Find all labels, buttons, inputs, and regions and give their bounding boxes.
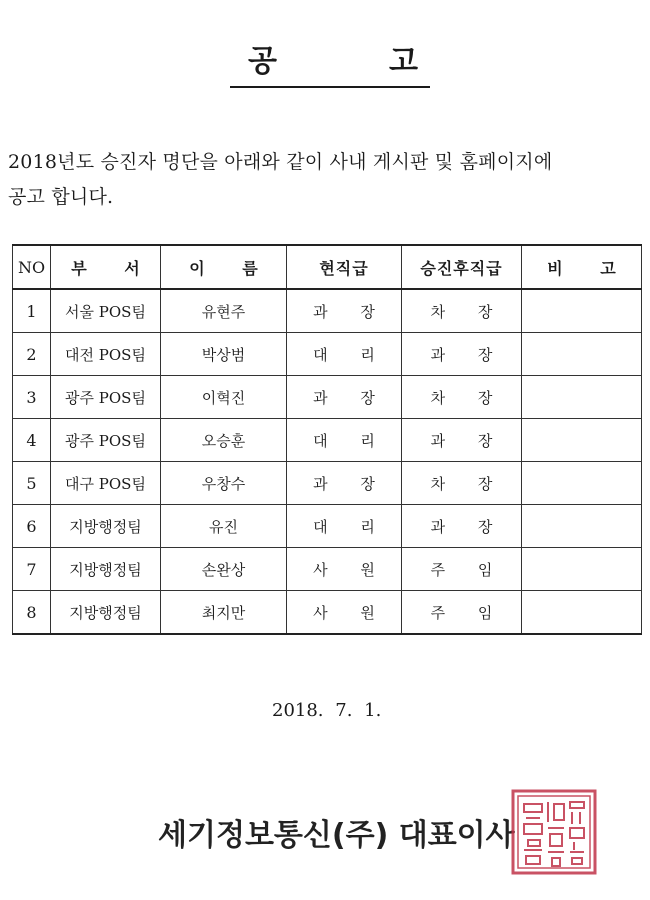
cell-current-rank: 과 장 <box>287 289 402 333</box>
header-department: 부 서 <box>51 245 161 289</box>
cell-name: 오승훈 <box>161 419 287 462</box>
cell-no: 5 <box>13 462 51 505</box>
cell-department: 대구 POS팀 <box>51 462 161 505</box>
title-char-2: 고 <box>389 44 418 79</box>
table-row <box>13 419 642 462</box>
promotion-table <box>12 244 642 635</box>
cell-current-rank: 사 원 <box>287 548 402 591</box>
cell-name: 유현주 <box>161 289 287 333</box>
cell-department: 광주 POS팀 <box>51 376 161 419</box>
cell-current-rank: 과 장 <box>287 462 402 505</box>
table-row <box>13 505 642 548</box>
table-row <box>13 548 642 591</box>
header-no: NO <box>13 245 51 289</box>
table-header-row <box>13 245 642 289</box>
header-name: 이 름 <box>161 245 287 289</box>
cell-note <box>522 419 642 462</box>
cell-department: 대전 POS팀 <box>51 333 161 376</box>
cell-promoted-rank: 차 장 <box>402 289 522 333</box>
cell-department: 광주 POS팀 <box>51 419 161 462</box>
company-seal-icon <box>510 788 598 876</box>
header-promoted-rank: 승진후직급 <box>402 245 522 289</box>
table-row <box>13 333 642 376</box>
cell-current-rank: 대 리 <box>287 505 402 548</box>
cell-current-rank: 사 원 <box>287 591 402 635</box>
cell-name: 우창수 <box>161 462 287 505</box>
cell-note <box>522 591 642 635</box>
cell-name: 최지만 <box>161 591 287 635</box>
cell-current-rank: 대 리 <box>287 333 402 376</box>
table-row <box>13 591 642 635</box>
cell-no: 3 <box>13 376 51 419</box>
header-note: 비 고 <box>522 245 642 289</box>
cell-promoted-rank: 과 장 <box>402 419 522 462</box>
cell-department: 지방행정팀 <box>51 591 161 635</box>
cell-note <box>522 333 642 376</box>
cell-note <box>522 462 642 505</box>
cell-note <box>522 376 642 419</box>
cell-promoted-rank: 주 임 <box>402 591 522 635</box>
cell-no: 7 <box>13 548 51 591</box>
table-row <box>13 376 642 419</box>
intro-paragraph <box>8 145 638 215</box>
cell-no: 8 <box>13 591 51 635</box>
cell-no: 6 <box>13 505 51 548</box>
notice-date: 2018. 7. 1. <box>272 700 382 721</box>
cell-no: 4 <box>13 419 51 462</box>
cell-note <box>522 289 642 333</box>
cell-promoted-rank: 차 장 <box>402 376 522 419</box>
cell-promoted-rank: 차 장 <box>402 462 522 505</box>
cell-promoted-rank: 과 장 <box>402 333 522 376</box>
cell-promoted-rank: 과 장 <box>402 505 522 548</box>
cell-promoted-rank: 주 임 <box>402 548 522 591</box>
intro-line-2: 공고 합니다. <box>8 186 114 208</box>
cell-current-rank: 대 리 <box>287 419 402 462</box>
cell-department: 지방행정팀 <box>51 548 161 591</box>
cell-name: 이혁진 <box>161 376 287 419</box>
cell-note <box>522 548 642 591</box>
cell-current-rank: 과 장 <box>287 376 402 419</box>
cell-no: 2 <box>13 333 51 376</box>
table-row <box>13 462 642 505</box>
cell-name: 박상범 <box>161 333 287 376</box>
cell-no: 1 <box>13 289 51 333</box>
cell-name: 손완상 <box>161 548 287 591</box>
table-row <box>13 289 642 333</box>
header-current-rank: 현직급 <box>287 245 402 289</box>
cell-department: 서울 POS팀 <box>51 289 161 333</box>
signer-name: 세기정보통신(주) 대표이사 <box>158 818 515 853</box>
title-char-1: 공 <box>248 44 277 79</box>
cell-note <box>522 505 642 548</box>
intro-line-1: 2018년도 승진자 명단을 아래와 같이 사내 게시판 및 홈페이지에 <box>8 151 553 173</box>
notice-title <box>230 42 430 88</box>
cell-name: 유진 <box>161 505 287 548</box>
cell-department: 지방행정팀 <box>51 505 161 548</box>
